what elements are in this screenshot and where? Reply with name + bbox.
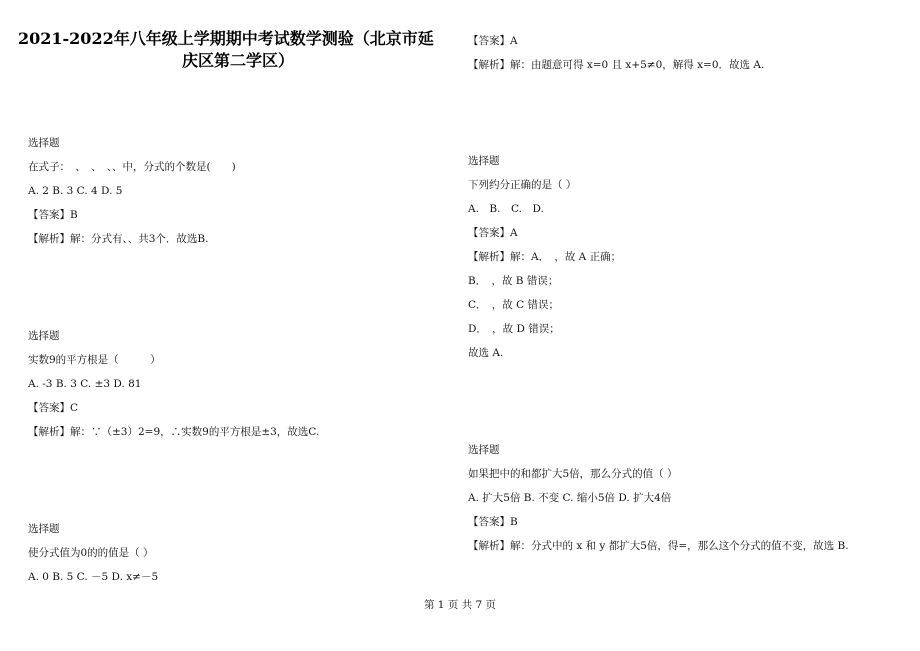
q4-options: A. B. C. D.	[468, 203, 544, 215]
q3-type: 选择题	[28, 523, 60, 535]
q5-type: 选择题	[468, 444, 500, 456]
q3-analysis: 【解析】解：由题意可得 x=0 且 x+5≠0，解得 x=0．故选 A.	[468, 59, 765, 71]
q3-options: A. 0 B. 5 C. －5 D. x≠－5	[28, 571, 159, 583]
q3-stem: 使分式值为0的的值是（ ）	[28, 547, 154, 559]
q4-stem: 下列约分正确的是（ ）	[468, 179, 577, 191]
q5-analysis: 【解析】解：分式中的 x 和 y 都扩大5倍，得=，那么这个分式的值不变，故选 B.	[468, 540, 849, 552]
q5-stem: 如果把中的和都扩大5倍，那么分式的值（ ）	[468, 468, 678, 480]
q2-options: A. -3 B. 3 C. ±3 D. 81	[28, 378, 142, 390]
q4-analysis-c: C． ，故 C 错误；	[468, 299, 559, 311]
q4-analysis-d: D． ，故 D 错误；	[468, 323, 560, 335]
document-title	[18, 28, 458, 72]
q2-stem: 实数9的平方根是（ ）	[28, 354, 161, 366]
q1-analysis: 【解析】解：分式有、、共3个．故选B.	[28, 233, 209, 245]
q4-analysis-b: B． ，故 B 错误；	[468, 275, 559, 287]
q5-options: A. 扩大5倍 B. 不变 C. 缩小5倍 D. 扩大4倍	[468, 492, 672, 504]
q1-options: A. 2 B. 3 C. 4 D. 5	[28, 185, 123, 197]
q2-type: 选择题	[28, 330, 60, 342]
q4-conclusion: 故选 A.	[468, 347, 504, 359]
q4-type: 选择题	[468, 155, 500, 167]
q5-answer: 【答案】B	[468, 516, 518, 528]
q1-answer: 【答案】B	[28, 209, 78, 221]
q3-answer: 【答案】A	[468, 35, 518, 47]
q4-analysis: 【解析】解：A． ，故 A 正确；	[468, 251, 622, 263]
q1-type: 选择题	[28, 137, 60, 149]
page-number: 第 1 页 共 7 页	[423, 599, 497, 611]
q2-answer: 【答案】C	[28, 402, 79, 414]
q4-answer: 【答案】A	[468, 227, 518, 239]
q2-analysis: 【解析】解：∵（±3）2=9，∴实数9的平方根是±3，故选C.	[28, 426, 320, 438]
title-line-1: 2021-2022年八年级上学期期中考试数学测验（北京市延	[18, 29, 434, 48]
q1-stem: 在式子： 、 、 、、中，分式的个数是( )	[28, 161, 236, 173]
title-line-2: 庆区第二学区）	[181, 51, 294, 70]
